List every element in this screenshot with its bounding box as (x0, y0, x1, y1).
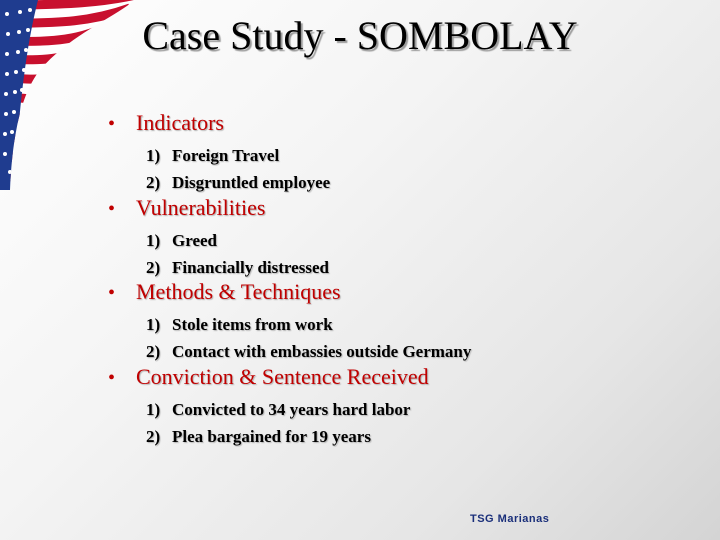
section-heading: Indicators (136, 110, 224, 135)
bullet-icon: • (108, 198, 116, 220)
section-conviction-sentence (108, 364, 429, 450)
list-item: 1) Foreign Travel (146, 146, 280, 165)
footer-logo-text: TSG Marianas (470, 513, 550, 525)
section-methods-techniques (108, 279, 471, 365)
section-heading: Conviction & Sentence Received (136, 364, 429, 389)
list-item: 2) Plea bargained for 19 years (146, 427, 371, 446)
bullet-icon: • (108, 113, 116, 135)
list-item: 2) Contact with embassies outside Germany (146, 342, 472, 361)
bullet-icon: • (108, 367, 116, 389)
bullet-icon: • (108, 282, 116, 304)
list-item: 1) Greed (146, 231, 218, 250)
section-vulnerabilities (108, 195, 329, 281)
section-heading: Methods & Techniques (136, 279, 341, 304)
slide-title: Case Study - SOMBOLAY (142, 13, 578, 58)
list-item: 1) Convicted to 34 years hard labor (146, 400, 411, 419)
section-indicators (108, 110, 330, 196)
list-item: 2) Financially distressed (146, 258, 329, 277)
list-item: 1) Stole items from work (146, 315, 333, 334)
list-item: 2) Disgruntled employee (146, 173, 331, 192)
section-heading: Vulnerabilities (136, 195, 266, 220)
